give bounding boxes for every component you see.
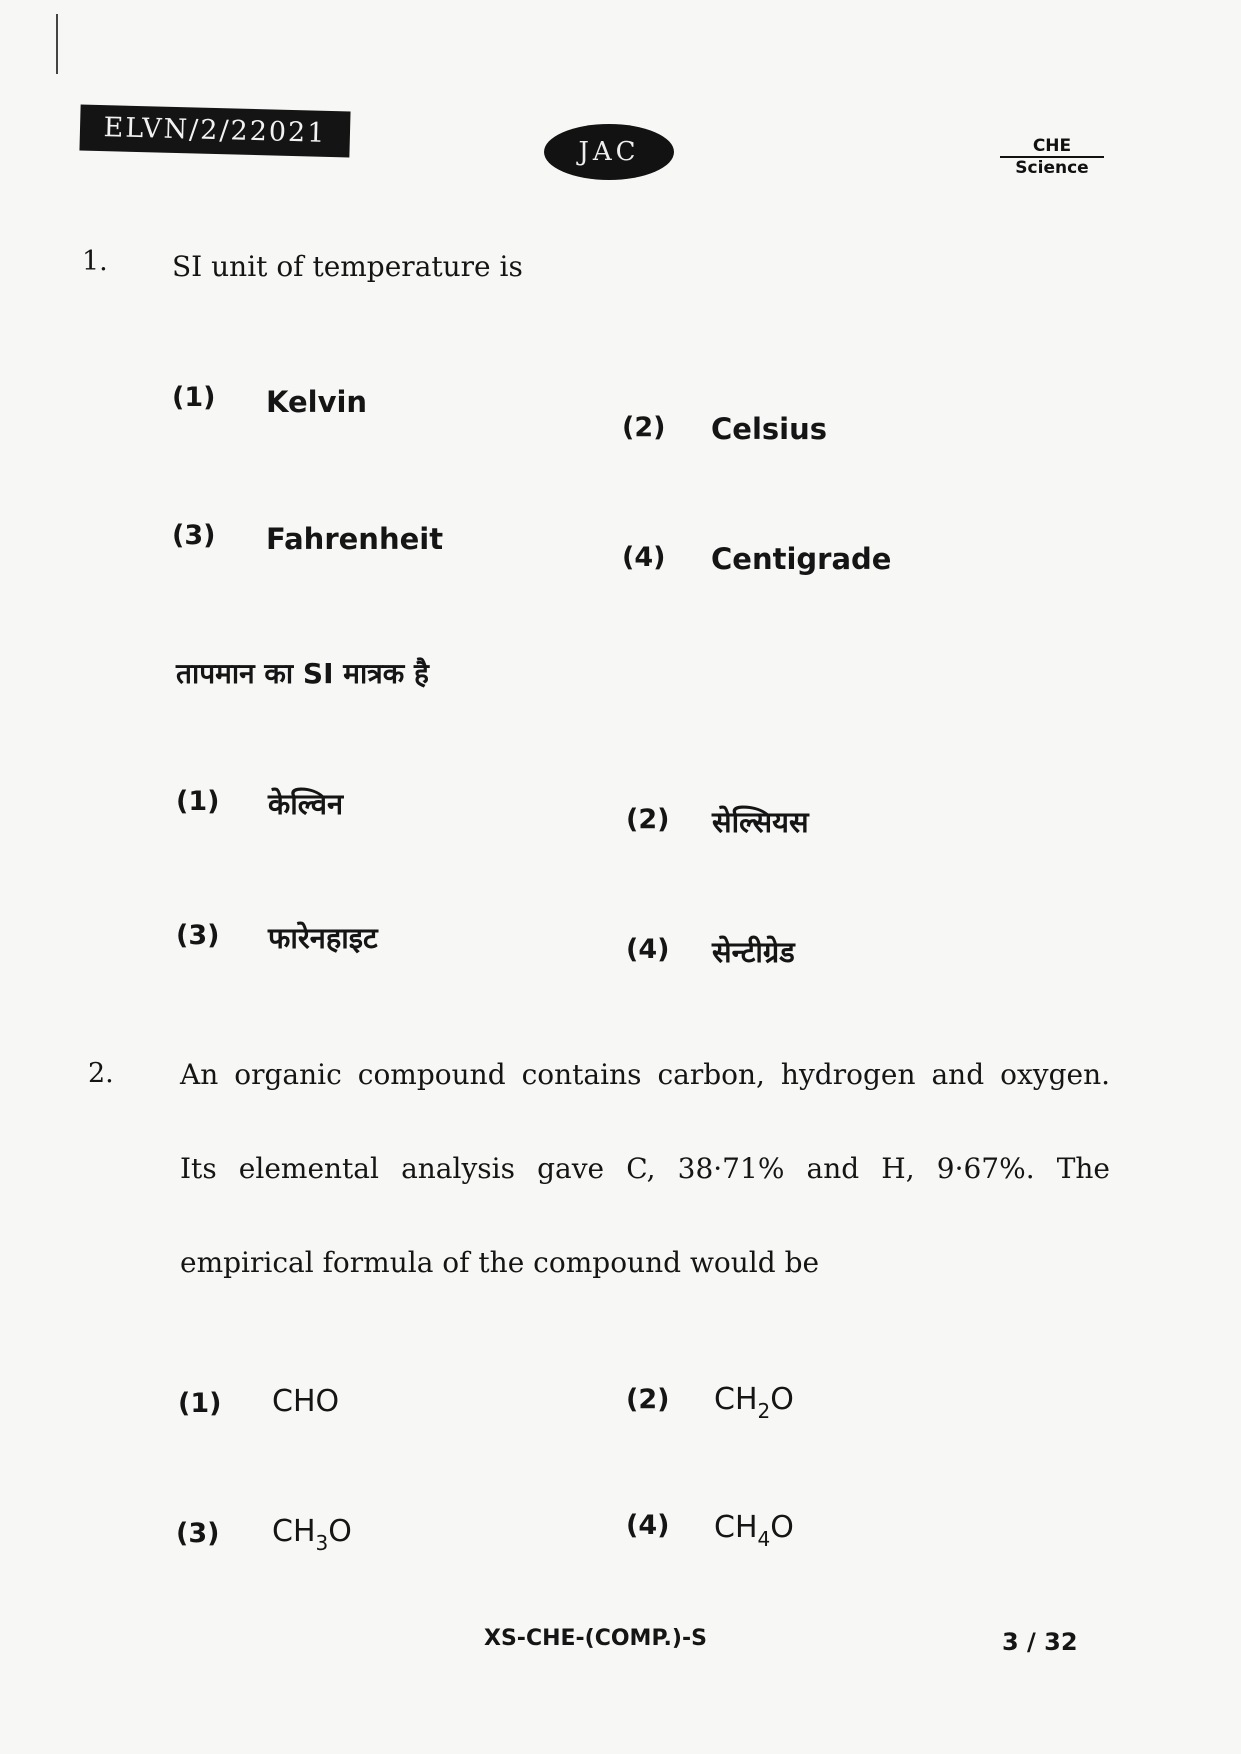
q1-hi-option-3-text: फारेनहाइट: [268, 921, 378, 955]
q1-hi-option-3-number: (3): [176, 920, 220, 951]
q1-hi-option-4-number: (4): [626, 934, 670, 965]
q1-en-option-2-number: (2): [622, 412, 666, 443]
q1-en-option-2-text: Celsius: [711, 412, 827, 446]
q2-option-3-formula-end: O: [328, 1514, 352, 1549]
page-number: 3 / 32: [1002, 1628, 1078, 1656]
q1-hi-option-1-text: केल्विन: [268, 787, 344, 821]
q2-option-2-formula: [714, 1382, 794, 1423]
q1-en-option-3-number: (3): [172, 520, 216, 551]
q2-option-1-number: (1): [178, 1388, 222, 1419]
q2-option-2-formula-main: CH: [714, 1382, 758, 1417]
q1-en-option-1-text: Kelvin: [266, 385, 368, 419]
q2-option-1-formula-main: CHO: [272, 1384, 340, 1419]
q1-hi-option-1-number: (1): [176, 786, 220, 817]
subject-stamp: [1000, 136, 1104, 178]
q2-option-2-number: (2): [626, 1384, 670, 1415]
q1-hi-option-4-text: सेन्टीग्रेड: [712, 935, 795, 969]
footer-paper-code: XS-CHE-(COMP.)-S: [484, 1626, 707, 1651]
question-1-text-hi: तापमान का SI मात्रक है: [176, 657, 429, 690]
q2-option-4-number: (4): [626, 1510, 670, 1541]
question-1-number: 1.: [82, 246, 108, 277]
q2-option-4-formula-end: O: [770, 1510, 794, 1545]
q2-option-1-formula: [272, 1384, 339, 1419]
q2-option-3-formula-subscript: 3: [315, 1531, 329, 1555]
paper-code-label: ELVN/2/22021: [79, 104, 350, 157]
q1-hi-option-2-number: (2): [626, 804, 670, 835]
question-2-line-3: empirical formula of the compound would be: [180, 1246, 820, 1279]
q1-en-option-3-text: Fahrenheit: [266, 522, 444, 556]
question-2-line-2: Its elemental analysis gave C, 38·71% and H, 9·67%. The: [180, 1152, 1110, 1185]
q2-option-2-formula-subscript: 2: [757, 1399, 771, 1423]
q2-option-3-formula-main: CH: [272, 1514, 316, 1549]
q2-option-2-formula-end: O: [770, 1382, 794, 1417]
q2-option-3-formula: [272, 1514, 352, 1555]
q1-en-option-1-number: (1): [172, 382, 216, 413]
q2-option-4-formula-subscript: 4: [757, 1527, 771, 1551]
q2-option-3-number: (3): [176, 1518, 220, 1549]
subject-stamp-bottom: Science: [1015, 158, 1089, 178]
q2-option-4-formula-main: CH: [714, 1510, 758, 1545]
subject-stamp-top: CHE: [1000, 136, 1104, 158]
q2-option-4-formula: [714, 1510, 794, 1551]
jac-logo: JAC: [544, 124, 674, 180]
question-1-text-en: SI unit of temperature is: [172, 250, 523, 283]
page-edge-mark: [56, 14, 58, 74]
question-2-line-1: An organic compound contains carbon, hydrogen and oxygen.: [180, 1058, 1110, 1091]
q1-hi-option-2-text: सेल्सियस: [712, 805, 809, 839]
q1-en-option-4-text: Centigrade: [711, 542, 892, 576]
q1-en-option-4-number: (4): [622, 542, 666, 573]
question-2-number: 2.: [88, 1058, 114, 1089]
